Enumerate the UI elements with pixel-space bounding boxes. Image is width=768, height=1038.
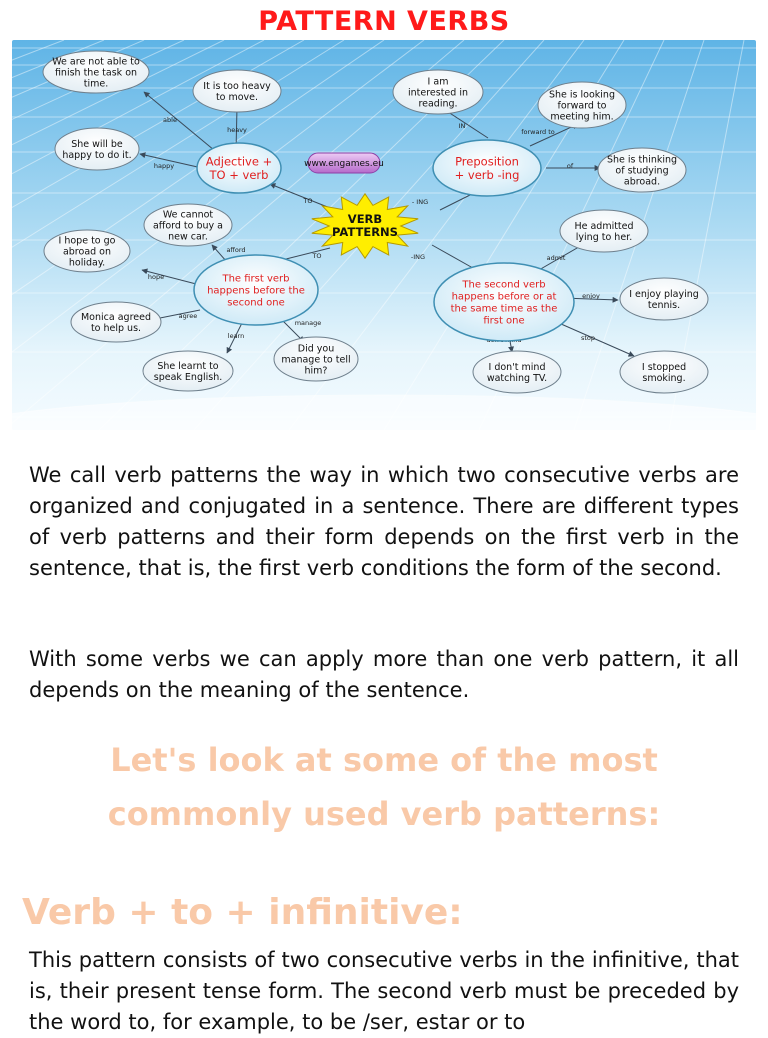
manage-link-label: manage bbox=[294, 319, 322, 327]
afford-example-text: We cannot bbox=[162, 209, 214, 221]
second-verb-hub-text: first one bbox=[483, 315, 525, 327]
forward-example-text: She is looking bbox=[549, 89, 615, 101]
admit-example-text: lying to her. bbox=[575, 231, 633, 243]
thinking-example-text: of studying bbox=[615, 165, 669, 177]
mind-example-text: I don't mind bbox=[488, 361, 546, 373]
able-example-text: finish the task on bbox=[54, 67, 138, 79]
preposition-hub-text: Preposition bbox=[455, 154, 519, 169]
learn-example-text: speak English. bbox=[153, 371, 223, 383]
first-verb-hub-text: The first verb bbox=[222, 273, 290, 285]
afford-example-text: afford to buy a bbox=[152, 220, 224, 232]
agree-example-text: Monica agreed bbox=[80, 311, 152, 323]
enjoy-link-label: enjoy bbox=[582, 292, 600, 300]
stop-link-label: stop bbox=[580, 334, 596, 342]
agree-link-label: agree bbox=[178, 312, 198, 320]
interested-example-text: reading. bbox=[418, 98, 458, 110]
adjective-hub-text: TO + verb bbox=[209, 167, 269, 182]
happy-example-text: She will be bbox=[71, 138, 123, 150]
first-verb-hub-text: second one bbox=[227, 297, 285, 309]
heavy-link-label: heavy bbox=[227, 126, 247, 134]
able-link-label: able bbox=[163, 116, 177, 124]
second-paragraph: With some verbs we can apply more than one verb pattern, it all depends on the meaning of the sentence. bbox=[29, 647, 739, 702]
manage-example-text: Did you bbox=[297, 343, 335, 355]
thinking-example-text: She is thinking bbox=[606, 154, 678, 166]
admit-link-label: admit bbox=[546, 254, 566, 262]
hope-example-text: I hope to go bbox=[58, 235, 116, 247]
enjoy-example-text: tennis. bbox=[647, 299, 681, 311]
enjoy-example-text: I enjoy playing bbox=[629, 288, 699, 300]
second-verb-hub-text: happens before or at bbox=[451, 291, 557, 303]
agree-example-text: to help us. bbox=[90, 322, 142, 334]
in-link-label: IN bbox=[458, 122, 466, 130]
center-star-text: VERB bbox=[347, 212, 383, 226]
mind-example-text: watching TV. bbox=[486, 372, 548, 384]
adjective-hub-text: Adjective + bbox=[205, 154, 273, 169]
able-example-text: time. bbox=[83, 78, 109, 90]
hope-example-text: abroad on bbox=[62, 246, 112, 258]
ing-preposition-link-label: - ING bbox=[411, 198, 429, 206]
of-link-label: of bbox=[566, 162, 574, 170]
section-heading: Verb + to + infinitive: bbox=[22, 892, 463, 933]
stop-example-text: I stopped bbox=[641, 361, 687, 373]
verb-patterns-diagram bbox=[12, 40, 756, 430]
to-first-verb-link-label: TO bbox=[312, 252, 322, 260]
admit-example-text: He admitted bbox=[574, 220, 634, 232]
callout-text: Let's look at some of the most commonly used verb patterns: bbox=[107, 741, 661, 833]
preposition-hub-text: + verb -ing bbox=[454, 167, 520, 182]
heavy-example-text: to move. bbox=[215, 91, 259, 103]
second-verb-hub-text: The second verb bbox=[462, 279, 546, 291]
interested-example-text: interested in bbox=[407, 87, 469, 99]
section-paragraph: This pattern consists of two consecutive verbs in the infinitive, that is, their present tense form. The second verb must be preceded by the word to, for example, to be /ser, estar or to bbox=[29, 948, 739, 1034]
intro-paragraph: We call verb patterns the way in which two consecutive verbs are organized and conjugated in a sentence. There are different types of verb patterns and their form depends on the first verb in the sentence, that is, the first verb conditions the form of the second. bbox=[29, 463, 739, 580]
hope-example-text: holiday. bbox=[68, 257, 106, 269]
forward-to-link-label: forward to bbox=[521, 128, 555, 136]
learn-link-label: learn bbox=[227, 332, 245, 340]
happy-link-label: happy bbox=[153, 162, 175, 170]
learn-example-text: She learnt to bbox=[157, 360, 219, 372]
able-example-text: We are not able to bbox=[52, 56, 140, 68]
thinking-example-text: abroad. bbox=[623, 176, 661, 188]
website-text: www.engames.eu bbox=[304, 159, 384, 169]
forward-example-text: meeting him. bbox=[550, 111, 614, 123]
manage-example-text: him? bbox=[304, 365, 328, 377]
center-star-text: PATTERNS bbox=[332, 225, 398, 239]
hope-link-label: hope bbox=[147, 273, 165, 281]
manage-example-text: manage to tell bbox=[281, 354, 351, 366]
stop-example-text: smoking. bbox=[642, 372, 686, 384]
afford-example-text: new car. bbox=[168, 231, 208, 243]
first-verb-hub-text: happens before the bbox=[207, 285, 305, 297]
second-verb-hub-text: the same time as the bbox=[450, 303, 558, 315]
interested-example-text: I am bbox=[427, 76, 449, 88]
happy-example-text: happy to do it. bbox=[62, 149, 132, 161]
forward-example-text: forward to bbox=[557, 100, 607, 112]
ing-second-verb-link-label: -ING bbox=[410, 253, 426, 261]
page-title: PATTERN VERBS bbox=[258, 6, 510, 37]
heavy-example-text: It is too heavy bbox=[203, 80, 271, 92]
to-adjective-link-label: TO bbox=[303, 197, 313, 205]
afford-link-label: afford bbox=[226, 246, 246, 254]
